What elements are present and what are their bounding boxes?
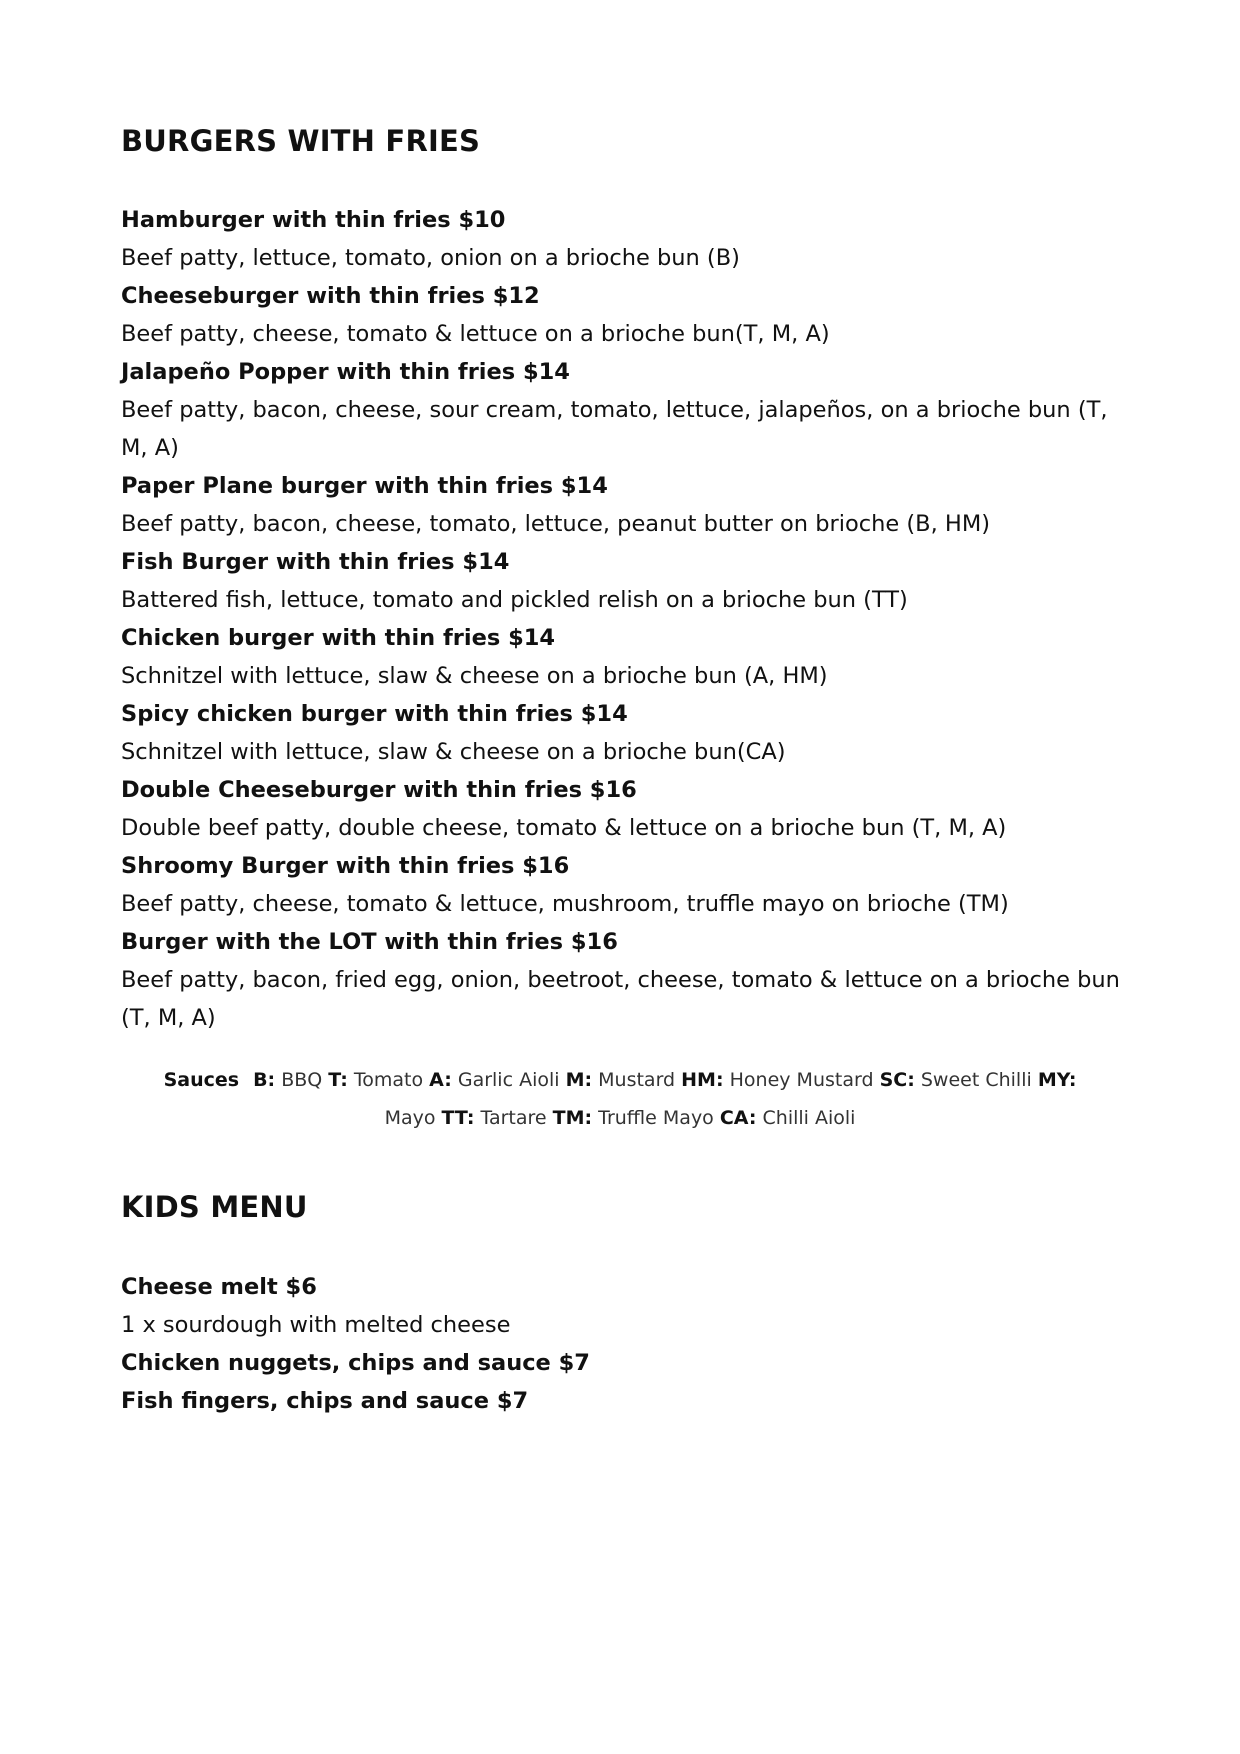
menu-item-name: Double Cheeseburger with thin fries $16 — [121, 777, 637, 803]
sauces-label: Sauces — [163, 1069, 240, 1091]
menu-item-name: Burger with the LOT with thin fries $16 — [121, 929, 618, 955]
menu-item-name: Cheeseburger with thin fries $12 — [121, 283, 540, 309]
sauce-entry — [253, 1069, 322, 1091]
sauce-code: CA: — [719, 1107, 757, 1129]
menu-item-description: Beef patty, bacon, cheese, tomato, lettuce, peanut butter on brioche (B, HM) — [121, 511, 991, 537]
menu-item — [121, 923, 1121, 1037]
sauce-entry — [553, 1107, 714, 1129]
menu-item — [121, 353, 1121, 467]
menu-item-description: Beef patty, bacon, fried egg, onion, beetroot, cheese, tomato & lettuce on a brioche bun (T, M, A) — [121, 967, 1120, 1031]
sauce-code: M: — [565, 1069, 593, 1091]
menu-item-name: Jalapeño Popper with thin fries $14 — [121, 359, 570, 385]
sauce-entry — [429, 1069, 559, 1091]
menu-item-description: Schnitzel with lettuce, slaw & cheese on a brioche bun(CA) — [121, 739, 786, 765]
menu-item-name: Chicken burger with thin fries $14 — [121, 625, 556, 651]
sauce-name: Sweet Chilli — [920, 1069, 1032, 1091]
sauce-entry — [566, 1069, 676, 1091]
sauce-name: Honey Mustard — [729, 1069, 874, 1091]
sauce-entry — [880, 1069, 1032, 1091]
menu-item-name: Fish fingers, chips and sauce $7 — [121, 1388, 529, 1414]
sauce-name: BBQ — [281, 1069, 323, 1091]
sauce-code: B: — [253, 1069, 276, 1091]
menu-item-description: 1 x sourdough with melted cheese — [121, 1312, 511, 1338]
menu-item — [121, 695, 1121, 771]
menu-item — [121, 1382, 1121, 1420]
menu-item-name: Fish Burger with thin fries $14 — [121, 549, 510, 575]
sauce-name: Mustard — [598, 1069, 676, 1091]
menu-item-name: Chicken nuggets, chips and sauce $7 — [121, 1350, 590, 1376]
sauce-name: Mayo — [384, 1107, 436, 1129]
sauce-code: SC: — [879, 1069, 915, 1091]
menu-item — [121, 1344, 1121, 1382]
menu-item — [121, 1268, 1121, 1344]
menu-item-description: Beef patty, cheese, tomato & lettuce, mushroom, truffle mayo on brioche (TM) — [121, 891, 1009, 917]
menu-item — [121, 201, 1121, 277]
menu-item-name: Cheese melt $6 — [121, 1274, 317, 1300]
menu-item-name: Paper Plane burger with thin fries $14 — [121, 473, 608, 499]
sauce-entry — [681, 1069, 873, 1091]
sauce-code: HM: — [681, 1069, 724, 1091]
menu-item — [121, 847, 1121, 923]
sauce-name: Tomato — [353, 1069, 424, 1091]
menu-item-name: Spicy chicken burger with thin fries $14 — [121, 701, 628, 727]
sauce-entry — [720, 1107, 856, 1129]
menu-item — [121, 771, 1121, 847]
menu-item-description: Beef patty, cheese, tomato & lettuce on a brioche bun(T, M, A) — [121, 321, 830, 347]
menu-item-description: Schnitzel with lettuce, slaw & cheese on a brioche bun (A, HM) — [121, 663, 828, 689]
sauce-name: Tartare — [480, 1107, 547, 1129]
kids-list — [121, 1268, 1121, 1420]
sauce-entry — [442, 1107, 547, 1129]
section-heading-kids: KIDS MENU — [121, 1190, 308, 1224]
sauce-code: TM: — [552, 1107, 593, 1129]
sauce-code: A: — [429, 1069, 452, 1091]
sauce-code: MY: — [1037, 1069, 1077, 1091]
section-heading-burgers: BURGERS WITH FRIES — [121, 124, 481, 158]
menu-item-name: Shroomy Burger with thin fries $16 — [121, 853, 570, 879]
sauce-name: Truffle Mayo — [598, 1107, 714, 1129]
burger-list — [121, 201, 1121, 1037]
menu-item-description: Beef patty, lettuce, tomato, onion on a brioche bun (B) — [121, 245, 740, 271]
menu-item-description: Battered fish, lettuce, tomato and pickled relish on a brioche bun (TT) — [121, 587, 908, 613]
sauce-name: Chilli Aioli — [762, 1107, 856, 1129]
menu-item — [121, 619, 1121, 695]
menu-item-name: Hamburger with thin fries $10 — [121, 207, 506, 233]
menu-item — [121, 277, 1121, 353]
sauce-code: T: — [328, 1069, 348, 1091]
sauce-entry — [328, 1069, 423, 1091]
menu-item — [121, 467, 1121, 543]
menu-item-description: Double beef patty, double cheese, tomato & lettuce on a brioche bun (T, M, A) — [121, 815, 1007, 841]
sauce-legend — [140, 1061, 1100, 1137]
menu-item — [121, 543, 1121, 619]
sauce-name: Garlic Aioli — [457, 1069, 560, 1091]
sauce-code: TT: — [441, 1107, 475, 1129]
menu-item-description: Beef patty, bacon, cheese, sour cream, tomato, lettuce, jalapeños, on a brioche bun (T, M, A) — [121, 397, 1108, 461]
